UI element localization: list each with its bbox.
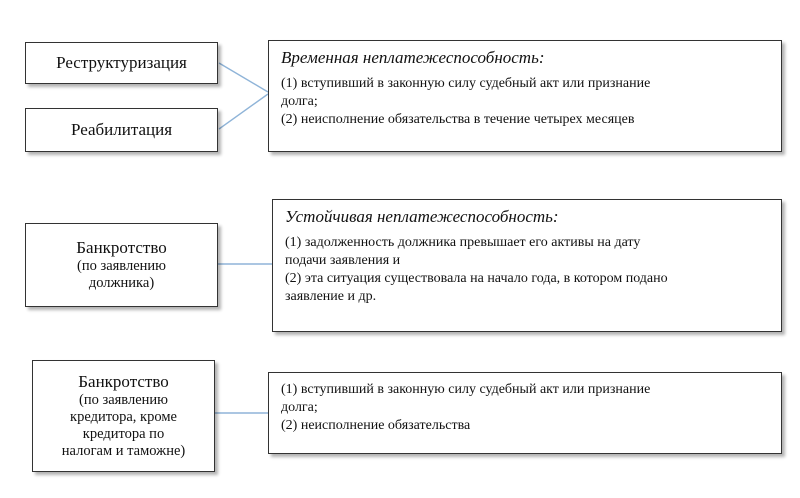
criteria-line: (1) вступивший в законную силу судебный акт или признание (281, 382, 651, 397)
creditor-bankruptcy-subtitle: налогам и таможне) (61, 443, 186, 459)
creditor-bankruptcy-subtitle: кредитора по (82, 426, 165, 442)
temporary-insolvency-box (268, 40, 782, 152)
persistent-insolvency-box (272, 199, 782, 332)
criteria-line: долга; (281, 400, 318, 415)
debtor-bankruptcy-subtitle: (по заявлению (77, 258, 166, 274)
connector-restructuring (219, 63, 268, 92)
criteria-line: заявление и др. (285, 289, 377, 304)
rehabilitation-label: Реабилитация (70, 120, 173, 139)
persistent-insolvency-heading: Устойчивая неплатежеспособность: (285, 207, 559, 226)
restructuring-box (25, 42, 218, 84)
criteria-line: (1) задолженность должника превышает его активы на дату (285, 235, 641, 250)
temporary-insolvency-heading: Временная неплатежеспособность: (281, 48, 545, 67)
creditor-bankruptcy-subtitle: кредитора, кроме (70, 409, 177, 425)
criteria-line: (1) вступивший в законную силу судебный акт или признание (281, 76, 651, 91)
criteria-line: долга; (281, 94, 318, 109)
debtor-bankruptcy-box (25, 223, 218, 307)
restructuring-label: Реструктуризация (56, 53, 187, 72)
rehabilitation-box (25, 108, 218, 152)
criteria-line: (2) неисполнение обязательства в течение четырех месяцев (281, 112, 635, 127)
connector-rehabilitation (219, 94, 268, 129)
creditor-bankruptcy-subtitle: (по заявлению (79, 392, 168, 408)
creditor-criteria-box (268, 372, 782, 454)
creditor-bankruptcy-title: Банкротство (78, 372, 169, 391)
criteria-line: подачи заявления и (285, 253, 401, 268)
creditor-bankruptcy-box (32, 360, 215, 472)
criteria-line: (2) неисполнение обязательства (281, 418, 471, 433)
debtor-bankruptcy-title: Банкротство (76, 238, 167, 257)
criteria-line: (2) эта ситуация существовала на начало года, в котором подано (285, 271, 668, 286)
debtor-bankruptcy-subtitle: должника) (88, 275, 155, 291)
